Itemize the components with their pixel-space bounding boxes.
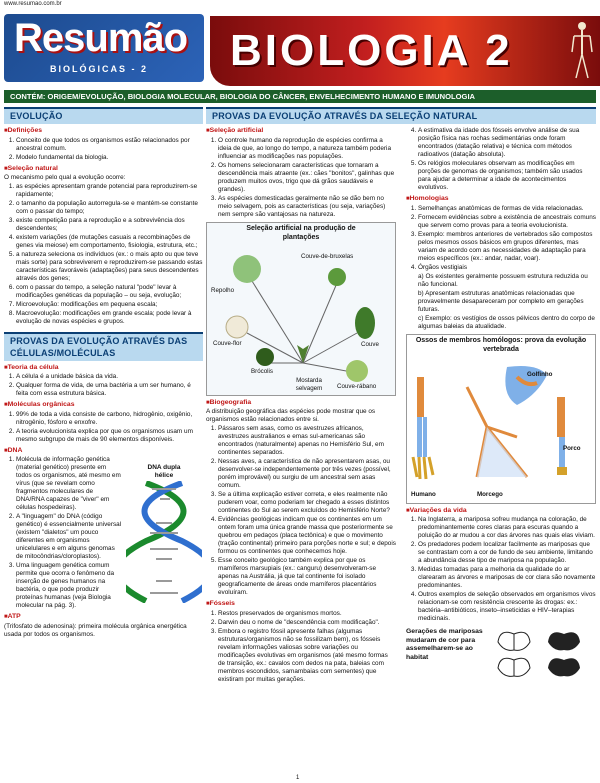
subheading-atp: ■ ATP xyxy=(4,613,203,622)
fosseis-list xyxy=(206,610,396,684)
list-item: 1. Pássaros sem asas, como os avestruzes africanos, avestruzes australianos e emas sul-americanas são encontrados (naturalmente) apenas no Hemisfério Sul, em continentes separados. xyxy=(218,425,396,457)
artificial-list xyxy=(206,137,396,219)
resumao-logo xyxy=(4,14,204,82)
plant-illustration-title: Seleção artificial na produção de plantações xyxy=(246,224,356,241)
dna-helix-icon xyxy=(126,481,202,603)
provas-body xyxy=(206,124,596,783)
subheading-homologias: ■ Homologias xyxy=(406,195,596,204)
list-item: 5. Esse conceito geológico também explica por que os mamíferos marsupiais (ex.: canguru) desenvolveram-se apenas na Austrália, já que tal continente foi isolado geograficamente de áreas onde mamíferos placentários evoluíram. xyxy=(218,557,396,597)
list-item: 1. O controle humano da reprodução de espécies confirma a ideia de que, ao longo do tempo, a natureza também poderia influenciar as modificações nas populações. xyxy=(218,137,396,161)
list-item: 2. Qualquer forma de vida, de uma bactéria a um ser humano, é feita com essa estrutura básica. xyxy=(16,382,203,398)
subheading-teoria-celula: ■ Teoria da célula xyxy=(4,364,203,373)
limb-bones-drawing xyxy=(407,357,595,503)
list-item: 1. as espécies apresentam grande potencial para reproduzirem-se rapidamente; xyxy=(16,183,203,199)
dna-illustration xyxy=(126,464,202,604)
bone-label: Porco xyxy=(563,444,581,452)
list-item: 5. Os relógios moleculares observam as modificações em porções de genomas de organismos; também são usados para ajudar a determinar a idade de acontecimentos evolutivos. xyxy=(418,160,596,192)
bones-illustration xyxy=(406,334,596,504)
subheading-biogeografia: ■ Biogeografia xyxy=(206,399,396,408)
list-item: 1. Conceito de que todos os organismos estão relacionados por ancestral comum. xyxy=(16,137,203,153)
moleculas-list xyxy=(4,411,203,444)
list-item: 3. Se a última explicação estiver correta, e eles realmente não puderem voar, como poderiam ter chegado a esses distintos continentes do Sul ao serem excluídos do Hemisfério Norte? xyxy=(218,491,396,515)
list-item: 4. Órgãos vestigiais xyxy=(418,264,596,272)
list-item: 1. Molécula de informação genética (material genético) presente em todos os organismos, até mesmo em vírus (que se revelam como fragmentos moleculares de DNA/RNA capazes de "viver" em células hospedeiras). xyxy=(16,456,122,512)
list-item: a) Os existentes geralmente possuem estrutura reduzida ou não funcional. xyxy=(418,272,588,288)
bone-label: Golfinho xyxy=(527,370,553,378)
list-item: 3. Uma linguagem genética comum permite que ocorra o fenômeno da inserção de genes humanos na bactéria, o que pode produzir proteínas humanas (veja Biologia molecular na pág. 3). xyxy=(16,562,122,610)
biogeografia-list xyxy=(206,425,396,597)
dna-list xyxy=(4,456,122,610)
list-item: 3. Exemplo: membros anteriores de vertebrados são compostos pelos mesmos ossos básicos em grupos diferentes, mas variam de acordo com as necessidades de adaptação para meios específicos (ex.: andar, nadar, voar). xyxy=(418,231,596,263)
plant-label: Brócolis xyxy=(251,367,274,375)
skeleton-icon xyxy=(570,20,594,80)
variacoes-list xyxy=(406,516,596,623)
plant-label: Repolho xyxy=(211,286,235,294)
section-title-evolucao: EVOLUÇÃO xyxy=(4,107,203,124)
teoria-list xyxy=(4,373,203,398)
biogeografia-intro: A distribuição geográfica das espécies pode mostrar que os organismos estão relacionados entre si. xyxy=(206,408,376,424)
list-item: 2. A "linguagem" do DNA (código genético) é essencialmente universal (existem "dialetos" um pouco diferentes em organismos unicelulares e em alguns genomas de mitocôndrias/cloroplastos). xyxy=(16,513,122,561)
list-item: 8. Macroevolução: modificações em grande escala; pode levar à evolução de novas espécies e grupos. xyxy=(16,310,203,326)
list-item: 1. Na Inglaterra, a mariposa sofreu mudança na coloração, de predominantemente cores claras para escuras quando a poluição do ar mudou a cor das árvores nas quais elas viviam. xyxy=(418,516,596,540)
selecao-list xyxy=(4,183,203,326)
provas-subcolumn-b xyxy=(406,124,596,684)
fosseis-list-cont xyxy=(406,127,596,192)
website-url: www.resumao.com.br xyxy=(4,1,62,7)
porco-leg-icon xyxy=(557,397,567,475)
list-item: 2. Modelo fundamental da biologia. xyxy=(16,154,203,162)
list-item: 2. Os homens selecionaram características que tornaram a descendência mais atraente (ex.: cães "bonitos", galinhas que produzem muitos ovos, trigo que dá grãos saudáveis e grandes). xyxy=(218,162,396,194)
list-item: 3. Medidas tomadas para a melhoria da qualidade do ar clarearam as árvores e mariposas de cor clara são novamente predominantes. xyxy=(418,566,596,590)
bone-label: Humano xyxy=(411,490,436,498)
humano-arm-icon xyxy=(413,377,433,479)
list-item: 3. existe competição para a reprodução e a sobrevivência dos descendentes; xyxy=(16,217,203,233)
dna-block xyxy=(4,456,203,610)
atp-text: (Trifosfato de adenosina): primeira molécula orgânica energética usada por todos os organismos. xyxy=(4,622,187,638)
bone-label: Morcego xyxy=(477,490,503,498)
list-item: 2. A teoria evolucionista explica por que os organismos usam um mesmo subgrupo de mais de 90 elementos disponíveis. xyxy=(16,428,203,444)
couve-de-bruxelas-icon xyxy=(328,268,346,286)
list-item: 4. A estimativa da idade dos fósseis envolve análise de sua posição física nas rochas sedimentárias onde foram encontrados (datação relativa) e técnica com métodos radioativos (datação absoluta). xyxy=(418,127,596,159)
subheading-dna: ■ DNA xyxy=(4,447,203,456)
list-item: 4. Outros exemplos de seleção observados em organismos vivos relacionam-se com resistência crescente às drogas: ex.: bactéria–antibióticos, inseto–inseticidas e HIV–terapias medicinais. xyxy=(418,591,596,623)
list-item: 3. Embora o registro fóssil apresente falhas (algumas estruturas/organismos não se fossilizam bem), os fósseis revelam informações valiosas sobre variações ou modificações evolutivas em organismos (até mesmo formas de transição, ex.: cavalos com dedos na pata, baleias com membros escondidos, samambaias com sementes) que existiram por muitas gerações. xyxy=(218,628,396,684)
column-right xyxy=(206,107,596,783)
plant-label: Mostarda selvagem xyxy=(295,376,323,392)
logo-main-text: Resumão xyxy=(14,16,188,60)
plant-illustration xyxy=(206,222,396,396)
subheading-selecao-natural: ■ Seleção natural xyxy=(4,165,203,174)
list-item: 5. a natureza seleciona os indivíduos (ex.: o mais apto ou que teve mais sorte) para sobreviverem e reproduzirem-se passando estas características favoráveis (adaptações) para seus descendentes através dos genes; xyxy=(16,251,203,283)
selecao-intro: O mecanismo pelo qual a evolução ocorre: xyxy=(4,174,126,182)
subheading-selecao-artificial: ■ Seleção artificial xyxy=(206,127,396,136)
vestigiais-list xyxy=(406,273,596,331)
subheading-moleculas: ■ Moléculas orgânicas xyxy=(4,401,203,410)
moth-block xyxy=(406,626,596,684)
list-item: 4. Evidências geológicas indicam que os continentes em um ontem foram uma única grande massa que posteriormente se quebrou em pedaços (placa tectônica) e que o movimento (tração continental) primeiro para porções norte e sul; e depois formou os continentes que conhecemos hoje. xyxy=(218,516,396,556)
subheading-fosseis: ■ Fósseis xyxy=(206,600,396,609)
list-item: 3. As espécies domesticadas geralmente não se dão bem no meio selvagem, pois as características (ou seja, variações) nem sempre são vantajosas na natureza. xyxy=(218,195,396,219)
list-item: 2. Os predadores podem localizar facilmente as mariposas que se contrastam com a cor de fundo de seu ambiente, limitando a abundância desse tipo de mariposa na população. xyxy=(418,541,596,565)
list-item: 2. Nessas aves, a característica de não apresentarem asas, ou desenvolver-se independentemente por três vezes (possível, porém improvável) ou surgiu de um ancestral sem asas comum. xyxy=(218,458,396,490)
header xyxy=(0,8,600,88)
list-item: 1. Semelhanças anatômicas de formas de vida relacionadas. xyxy=(418,205,596,213)
dna-label: DNA dupla hélice xyxy=(147,464,181,480)
couve-flor-icon xyxy=(226,316,248,338)
plant-drawings xyxy=(207,223,395,395)
section-title-provas: PROVAS DA EVOLUÇÃO ATRAVÉS DA SELEÇÃO NATURAL xyxy=(206,107,596,124)
contents-bar: CONTÉM: ORIGEM/EVOLUÇÃO, BIOLOGIA MOLECULAR, BIOLOGIA DO CÂNCER, ENVELHECIMENTO HUMANO E IMUNOLOGIA xyxy=(4,90,596,103)
plant-label: Couve-de-bruxelas xyxy=(301,252,354,260)
provas-subcolumn-a xyxy=(206,124,396,685)
title-banner xyxy=(210,16,600,86)
couve-rabano-icon xyxy=(346,360,368,382)
list-item: 2. Darwin deu o nome de "descendência com modificação". xyxy=(218,619,396,627)
page-number: 1 xyxy=(296,775,300,781)
repolho-icon xyxy=(233,255,261,283)
list-item: 1. A célula é a unidade básica da vida. xyxy=(16,373,203,381)
definicoes-list xyxy=(4,137,203,162)
list-item: 1. Restos preservados de organismos mortos. xyxy=(218,610,396,618)
list-item: 1. 99% de toda a vida consiste de carbono, hidrogênio, oxigênio, nitrogênio, fósforo e enxofre. xyxy=(16,411,203,427)
moth-text: Gerações de mariposas mudaram de cor para assemelharem-se ao habitat xyxy=(406,628,483,661)
list-item: 2. Fornecem evidências sobre a existência de ancestrais comuns que servem como provas para a teoria evolucionista. xyxy=(418,214,596,230)
moths-icon xyxy=(494,626,594,684)
list-item: c) Exemplo: os vestígios de ossos pélvicos dentro do corpo de algumas baleias da atualidade. xyxy=(418,314,595,330)
bones-illustration-title: Ossos de membros homólogos: prova da evolução vertebrada xyxy=(415,336,587,353)
couve-icon xyxy=(355,307,375,339)
plant-label: Couve-flor xyxy=(213,339,242,347)
list-item: 4. existem variações (de mutações casuais a recombinações de genes via meiose) em comportamento, fisiologia, estrutura, etc.; xyxy=(16,234,203,250)
plant-label: Couve-rábano xyxy=(337,382,377,390)
subheading-variacoes: ■ Variações da vida xyxy=(406,507,596,516)
list-item: 7. Microevolução: modificações em pequena escala; xyxy=(16,301,203,309)
section-title-celulas: PROVAS DA EVOLUÇÃO ATRAVÉS DAS CÉLULAS/MOLÉCULAS xyxy=(4,332,203,361)
logo-sub-text: BIOLÓGICAS - 2 xyxy=(50,64,149,74)
list-item: b) Apresentam estruturas anatômicas relacionadas que provavelmente desapareceram por completo em gerações futuras. xyxy=(418,289,584,313)
plant-label: Couve xyxy=(361,340,379,348)
column-left xyxy=(4,107,203,639)
page-title: BIOLOGIA 2 xyxy=(230,26,513,75)
brocolis-icon xyxy=(256,348,274,366)
list-item: 2. o tamanho da população autorregula-se e mantém-se constante com o passar do tempo; xyxy=(16,200,203,216)
subheading-definicoes: ■ Definições xyxy=(4,127,203,136)
list-item: 6. com o passar do tempo, a seleção natural "pode" levar à modificações genéticas da população – ou seja, evolução; xyxy=(16,284,203,300)
homologias-list xyxy=(406,205,596,272)
